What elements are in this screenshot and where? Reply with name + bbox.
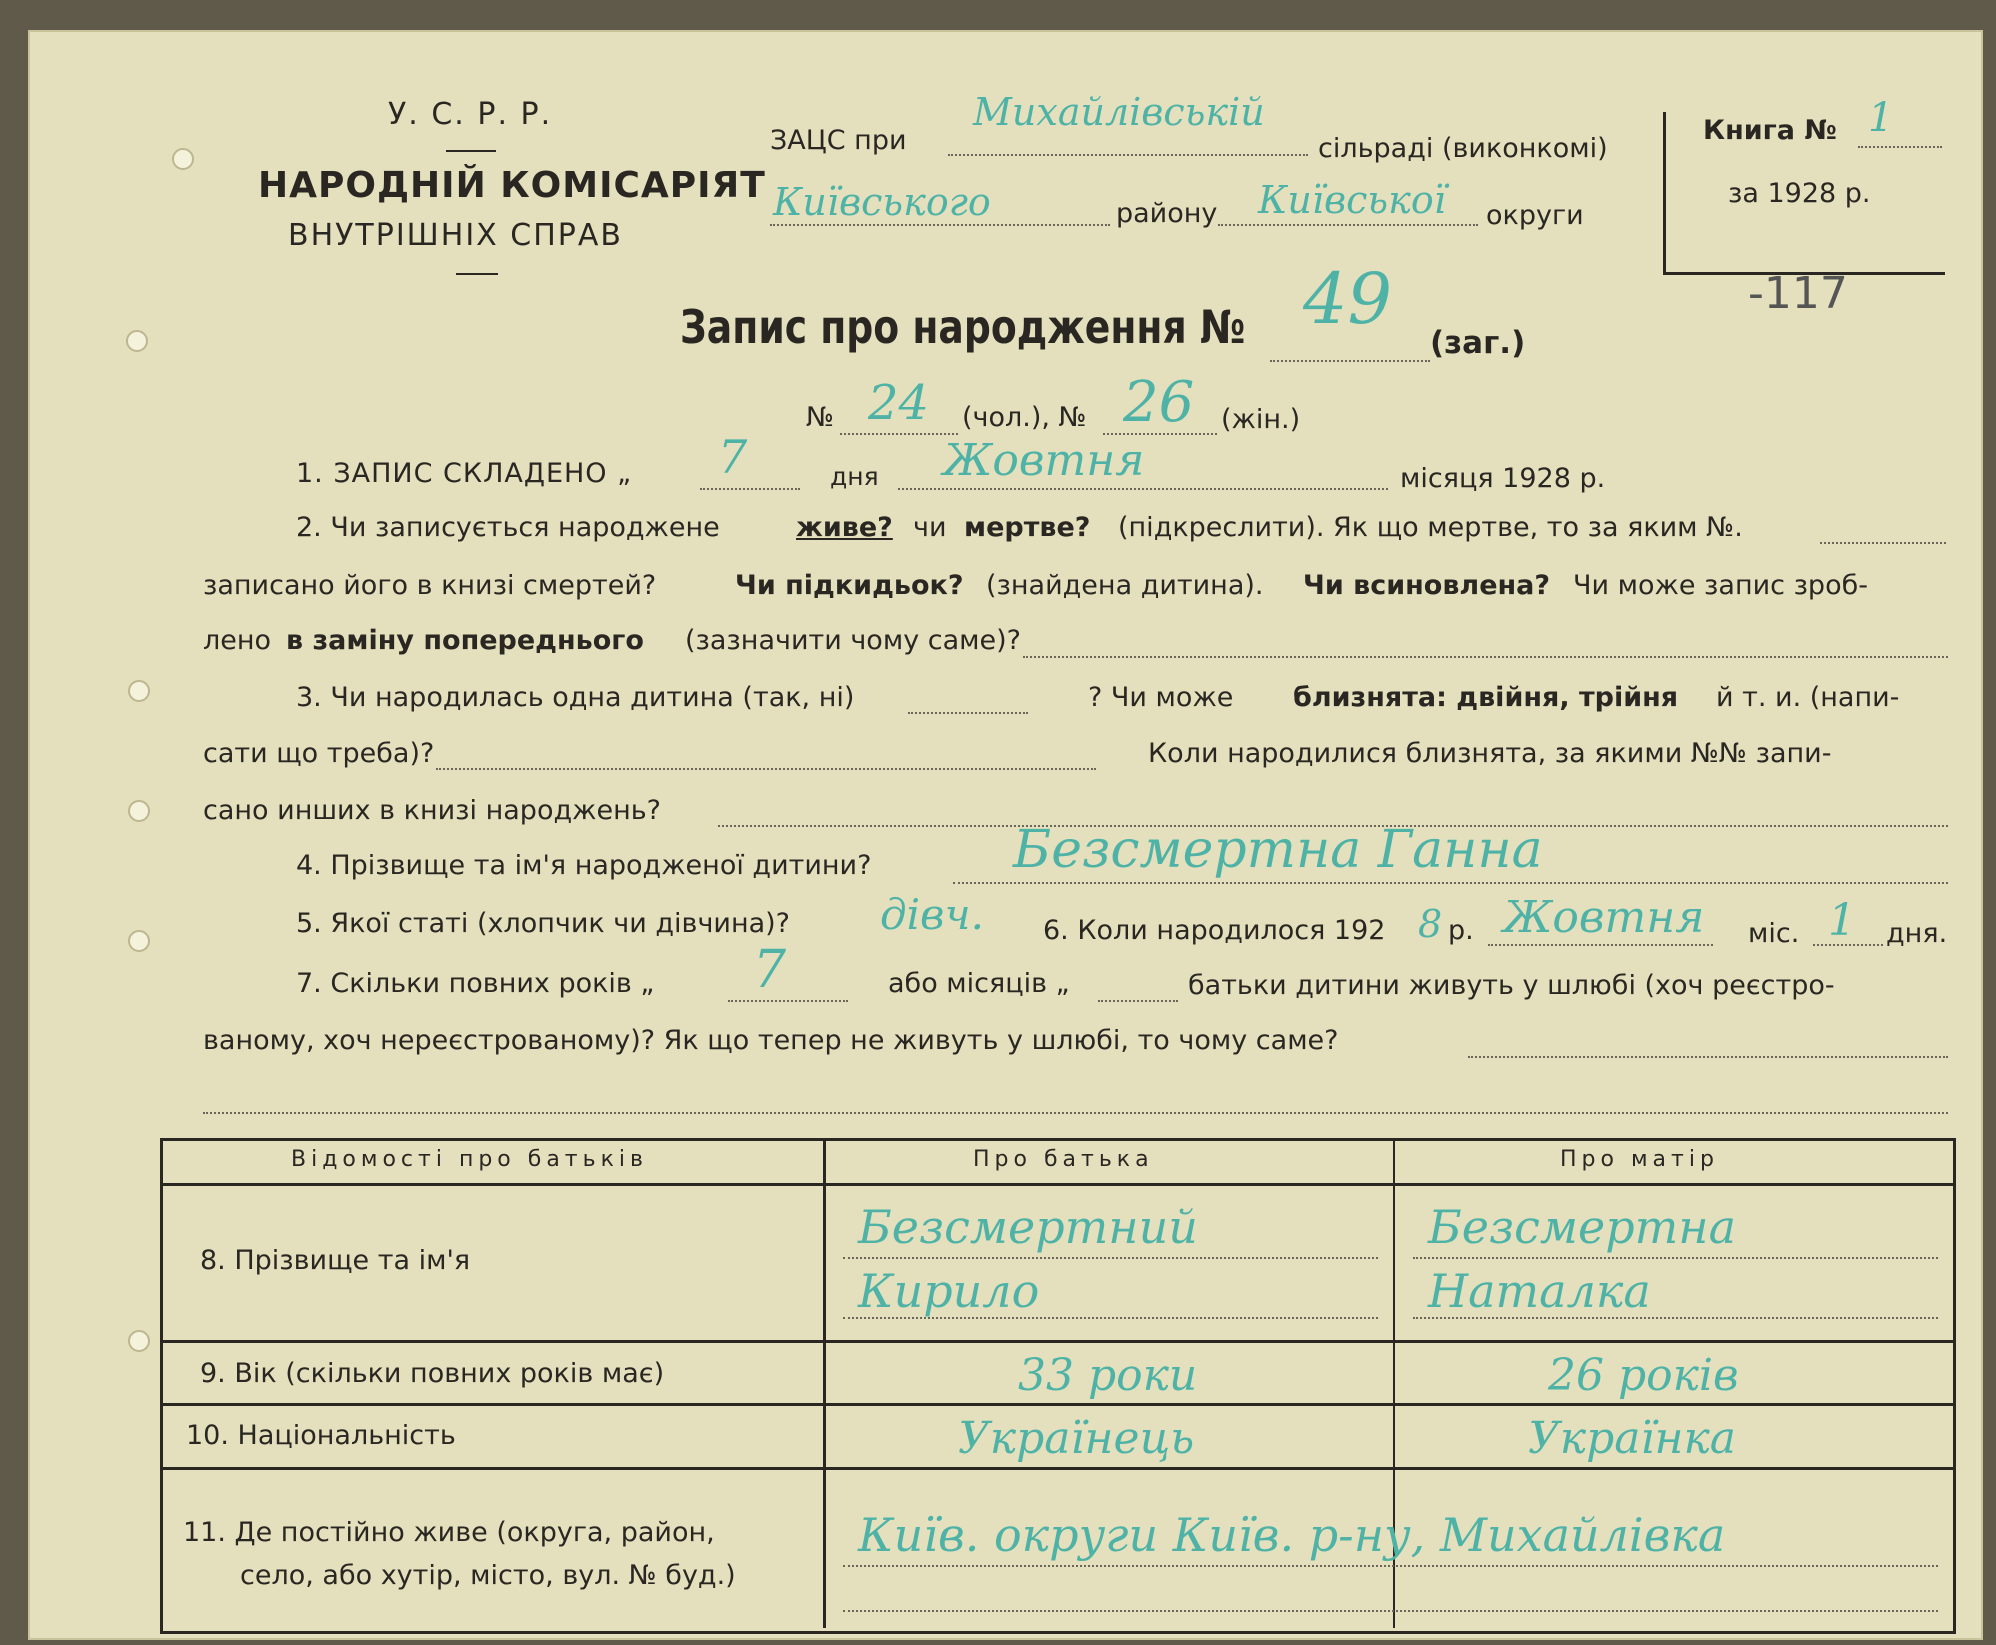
q7-months-line (1098, 1000, 1178, 1002)
header-rule (446, 150, 496, 152)
record-title: Запис про народження № (680, 300, 1246, 354)
zags-line (948, 154, 1308, 156)
q1-month-value: Жовтня (943, 435, 1145, 486)
punch-hole (128, 680, 150, 702)
q7-line3-fill (203, 1112, 1948, 1114)
table-row-rule (163, 1340, 1953, 1343)
header-rule (456, 273, 498, 275)
q4-line (953, 882, 1948, 884)
q2-line1-c: чи (913, 512, 947, 543)
book-label: Книга № (1703, 115, 1837, 146)
q6-mis-label: міс. (1748, 918, 1800, 949)
row-8-father-line (843, 1317, 1378, 1319)
male-number: 24 (868, 375, 930, 431)
silrada-label: сільраді (виконкомі) (1318, 133, 1608, 164)
q2-dead-option: мертве? (964, 512, 1091, 543)
q2-foundling: Чи підкидьок? (735, 570, 964, 601)
q7-line2-fill (1468, 1056, 1948, 1058)
q2-adopted: Чи всиновлена? (1303, 570, 1551, 601)
row-8-father: Безсмертний Кирило (858, 1200, 1198, 1318)
punch-hole (128, 1330, 150, 1352)
q1-label: 1. ЗАПИС СКЛАДЕНО „ (296, 458, 633, 489)
row-11-line (843, 1565, 1938, 1567)
q4-child-name: Безсмертна Ганна (1013, 820, 1543, 880)
district-line (770, 224, 1110, 226)
row-10-mother: Українка (1528, 1413, 1737, 1464)
q5-label: 5. Якої статі (хлопчик чи дівчина)? (296, 908, 791, 939)
q7-line2: ваному, хоч нереєстрованому)? Як що тепер не живуть у шлюбі, то чому саме? (203, 1025, 1339, 1056)
row-9-label: 9. Вік (скільки повних років має) (200, 1358, 665, 1389)
q2-line2-c: (знайдена дитина). (986, 570, 1264, 601)
q7-years-value: 7 (753, 940, 787, 1000)
q3-line2-a: сати що треба)? (203, 738, 435, 769)
punch-hole (172, 148, 194, 170)
row-9-mother: 26 років (1548, 1350, 1739, 1401)
book-value: 1 (1868, 95, 1894, 141)
row-8-mother: Безсмертна Наталка (1428, 1200, 1737, 1318)
record-number: 49 (1303, 258, 1393, 340)
female-label: (жін.) (1221, 404, 1301, 435)
q1-day-label: дня (830, 462, 879, 491)
q6-month-value: Жовтня (1503, 892, 1705, 943)
table-row-rule (163, 1403, 1953, 1406)
table-col-rule (823, 1141, 826, 1628)
q1-month-label: місяця 1928 р. (1400, 463, 1606, 494)
book-line (1858, 146, 1942, 148)
record-suffix: (заг.) (1430, 325, 1526, 361)
q3-line1-b: ? Чи може (1088, 682, 1234, 713)
q3-line2-fill (436, 768, 1096, 770)
punch-hole (128, 800, 150, 822)
q2-line3-c: (зазначити чому саме)? (685, 625, 1021, 656)
row-8-label: 8. Прізвище та ім'я (200, 1245, 471, 1276)
q3-line3-a: сано инших в книзі народжень? (203, 795, 661, 826)
q1-day-line (700, 488, 800, 490)
male-number-line (840, 433, 958, 435)
q2-line1-a: 2. Чи записується народжене (296, 512, 720, 543)
table-header-mother: Про матір (1560, 1147, 1719, 1172)
okrug-label: округи (1486, 200, 1584, 231)
q1-day-value: 7 (718, 430, 748, 484)
book-box-left (1663, 112, 1666, 272)
q6-year-digit: 8 (1418, 902, 1443, 946)
table-row-rule (163, 1467, 1953, 1470)
row-10-label: 10. Національність (186, 1420, 456, 1451)
row-10-father: Українець (958, 1413, 1195, 1464)
q6-month-line (1488, 944, 1713, 946)
q2-line3-fill (1023, 656, 1948, 658)
q1-month-line (898, 488, 1388, 490)
q3-twins: близнята: двійня, трійня (1293, 682, 1679, 713)
punch-hole (128, 930, 150, 952)
male-no-label: № (806, 402, 835, 433)
birth-record-form (28, 30, 1983, 1640)
table-header-father: Про батька (973, 1147, 1154, 1172)
q2-line3-a: лено (203, 625, 272, 656)
district-label: району (1116, 198, 1218, 229)
table-header-parents: Відомості про батьків (291, 1147, 648, 1172)
pencil-note: -117 (1748, 268, 1848, 319)
district-value: Київського (773, 180, 991, 224)
q3-line2-b: Коли народилися близнята, за якими №№ запи- (1148, 738, 1832, 769)
q7-line1-b: або місяців „ (888, 968, 1070, 999)
row-8-mother-line (1413, 1317, 1938, 1319)
q4-label: 4. Прізвище та ім'я народженої дитини? (296, 850, 872, 881)
year-label: за 1928 р. (1728, 178, 1871, 209)
q2-replacement: в заміну попереднього (286, 625, 644, 656)
row-11-residence: Київ. округи Київ. р-ну, Михайлівка (858, 1508, 1726, 1562)
q6-day-line (1813, 944, 1883, 946)
record-number-line (1270, 360, 1430, 362)
republic-heading: У. С. Р. Р. (388, 97, 553, 132)
table-header-rule (163, 1183, 1953, 1186)
row-11-line (843, 1610, 1938, 1612)
row-8-father-line (843, 1257, 1378, 1259)
male-label: (чол.), № (962, 402, 1087, 433)
okrug-value: Київської (1258, 178, 1446, 222)
q5-sex-value: дівч. (880, 890, 984, 939)
q6-label: 6. Коли народилося 192 (1043, 915, 1386, 946)
zags-value: Михайлівській (973, 90, 1265, 134)
q7-line1-c: батьки дитини живуть у шлюбі (хоч реєстро- (1188, 970, 1835, 1001)
q6-day-label: дня. (1886, 918, 1948, 949)
q7-line1-a: 7. Скільки повних років „ (296, 968, 655, 999)
q6-r-label: р. (1448, 915, 1474, 946)
q2-line2-e: Чи може запис зроб- (1573, 570, 1868, 601)
q2-line1-fill (1820, 542, 1946, 544)
row-9-father: 33 роки (1018, 1350, 1198, 1401)
q2-line1-e: (підкреслити). Як що мертве, то за яким №. (1118, 512, 1743, 543)
q3-line1-a: 3. Чи народилась одна дитина (так, ні) (296, 682, 855, 713)
punch-hole (126, 330, 148, 352)
row-8-mother-line (1413, 1257, 1938, 1259)
q2-alive-option: живе? (796, 512, 893, 543)
row-11-label-line2: село, або хутір, місто, вул. № буд.) (240, 1560, 736, 1591)
q2-line2-a: записано його в книзі смертей? (203, 570, 657, 601)
q7-years-line (728, 1000, 848, 1002)
q3-single-line (908, 712, 1028, 714)
zags-label: ЗАЦС при (770, 125, 907, 156)
female-number: 26 (1123, 370, 1195, 435)
row-11-label-line1: 11. Де постійно живе (округа, район, (183, 1517, 715, 1548)
okrug-line (1218, 224, 1478, 226)
q6-day-value: 1 (1828, 895, 1856, 946)
department-heading: ВНУТРІШНІХ СПРАВ (288, 218, 623, 253)
commissariat-heading: НАРОДНІЙ КОМІСАРІЯТ (258, 165, 766, 206)
q3-line1-d: й т. и. (напи- (1716, 682, 1900, 713)
